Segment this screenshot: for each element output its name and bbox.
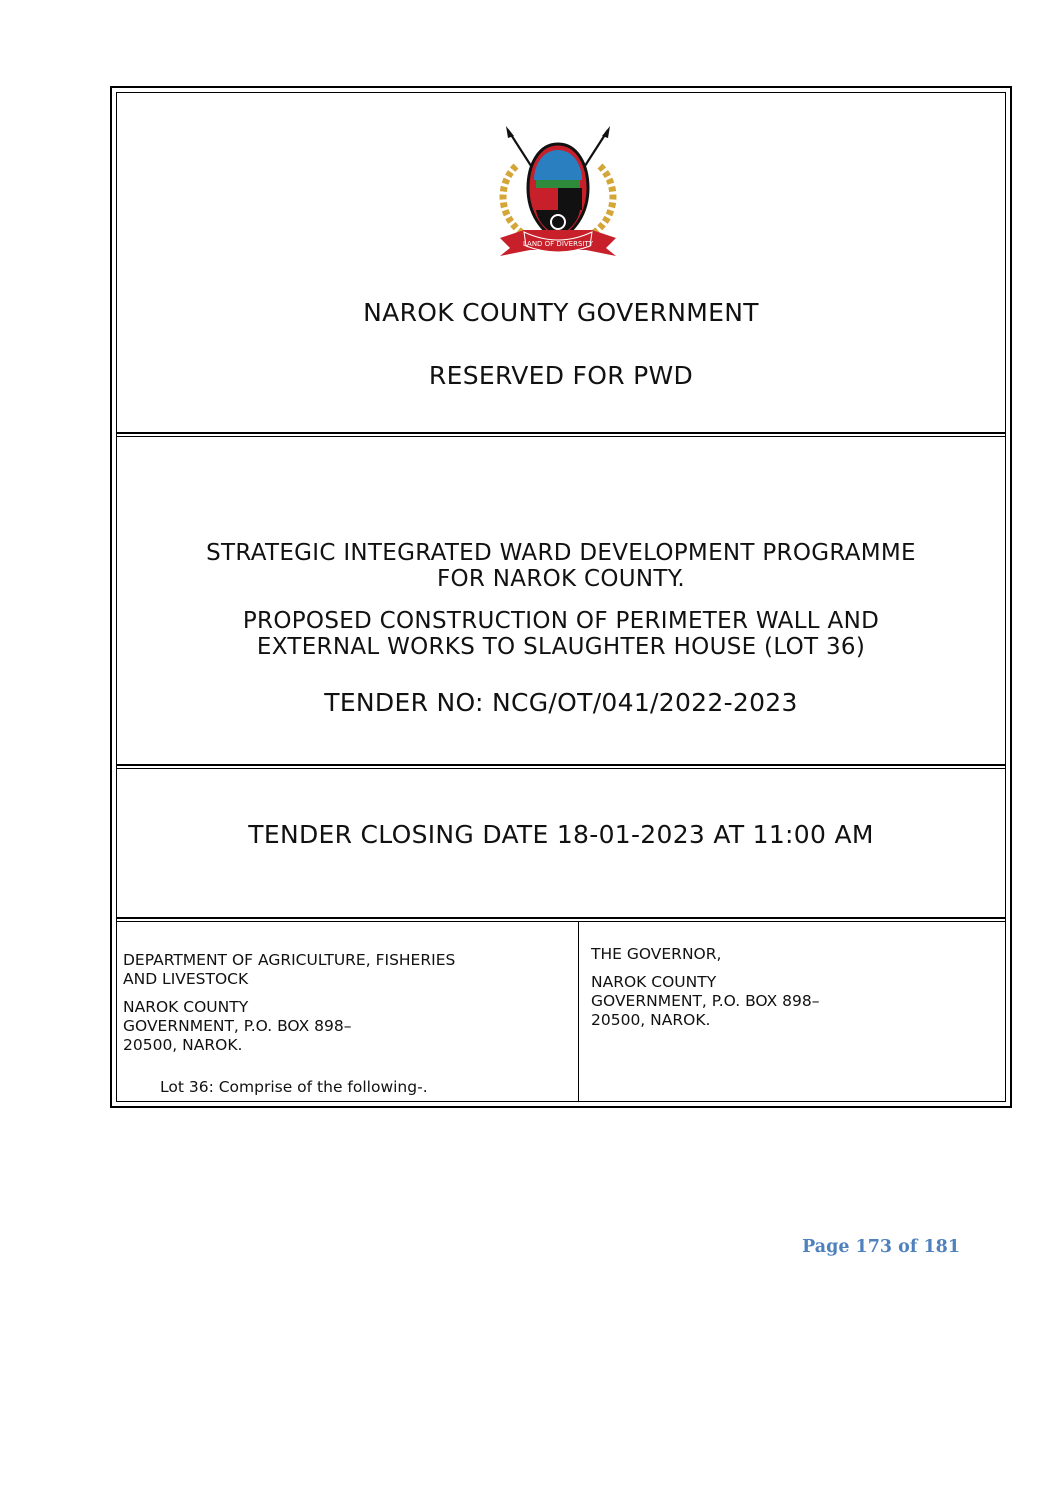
- works-line-2: EXTERNAL WORKS TO SLAUGHTER HOUSE (LOT 36): [256, 634, 866, 660]
- works-line-1: PROPOSED CONSTRUCTION OF PERIMETER WALL AND: [242, 608, 880, 634]
- works-title: [116, 608, 1006, 660]
- programme-title: [116, 540, 1006, 592]
- address-line-3: 20500, NAROK.: [123, 1036, 243, 1054]
- governor-line-1: THE GOVERNOR,: [591, 945, 722, 963]
- closing-date: TENDER CLOSING DATE 18-01-2023 AT 11:00 AM: [248, 820, 874, 849]
- column-divider: [578, 922, 579, 1102]
- county-crest-icon: [478, 126, 638, 262]
- tender-number: TENDER NO: NCG/OT/041/2022-2023: [324, 688, 798, 717]
- lot-note: Lot 36: Comprise of the following-.: [160, 1078, 428, 1096]
- governor-line-4: 20500, NAROK.: [591, 1011, 711, 1029]
- governor-line-2: NAROK COUNTY: [591, 973, 717, 991]
- department-line-2: AND LIVESTOCK: [123, 970, 249, 988]
- governor-line-3: GOVERNMENT, P.O. BOX 898–: [591, 992, 820, 1010]
- county-government-heading: NAROK COUNTY GOVERNMENT: [363, 298, 759, 327]
- address-line-1: NAROK COUNTY: [123, 998, 249, 1016]
- governor-address: [591, 945, 991, 1030]
- programme-line-2: FOR NAROK COUNTY.: [436, 566, 686, 592]
- department-address: [123, 951, 563, 1055]
- crest-motto: LAND OF DIVERSITY: [522, 240, 594, 248]
- address-line-2: GOVERNMENT, P.O. BOX 898–: [123, 1017, 352, 1035]
- programme-line-1: STRATEGIC INTEGRATED WARD DEVELOPMENT PROGRAMME: [206, 540, 916, 566]
- page-number: Page 173 of 181: [802, 1237, 960, 1257]
- reserved-pwd-heading: RESERVED FOR PWD: [428, 361, 694, 390]
- department-line-1: DEPARTMENT OF AGRICULTURE, FISHERIES: [123, 951, 456, 969]
